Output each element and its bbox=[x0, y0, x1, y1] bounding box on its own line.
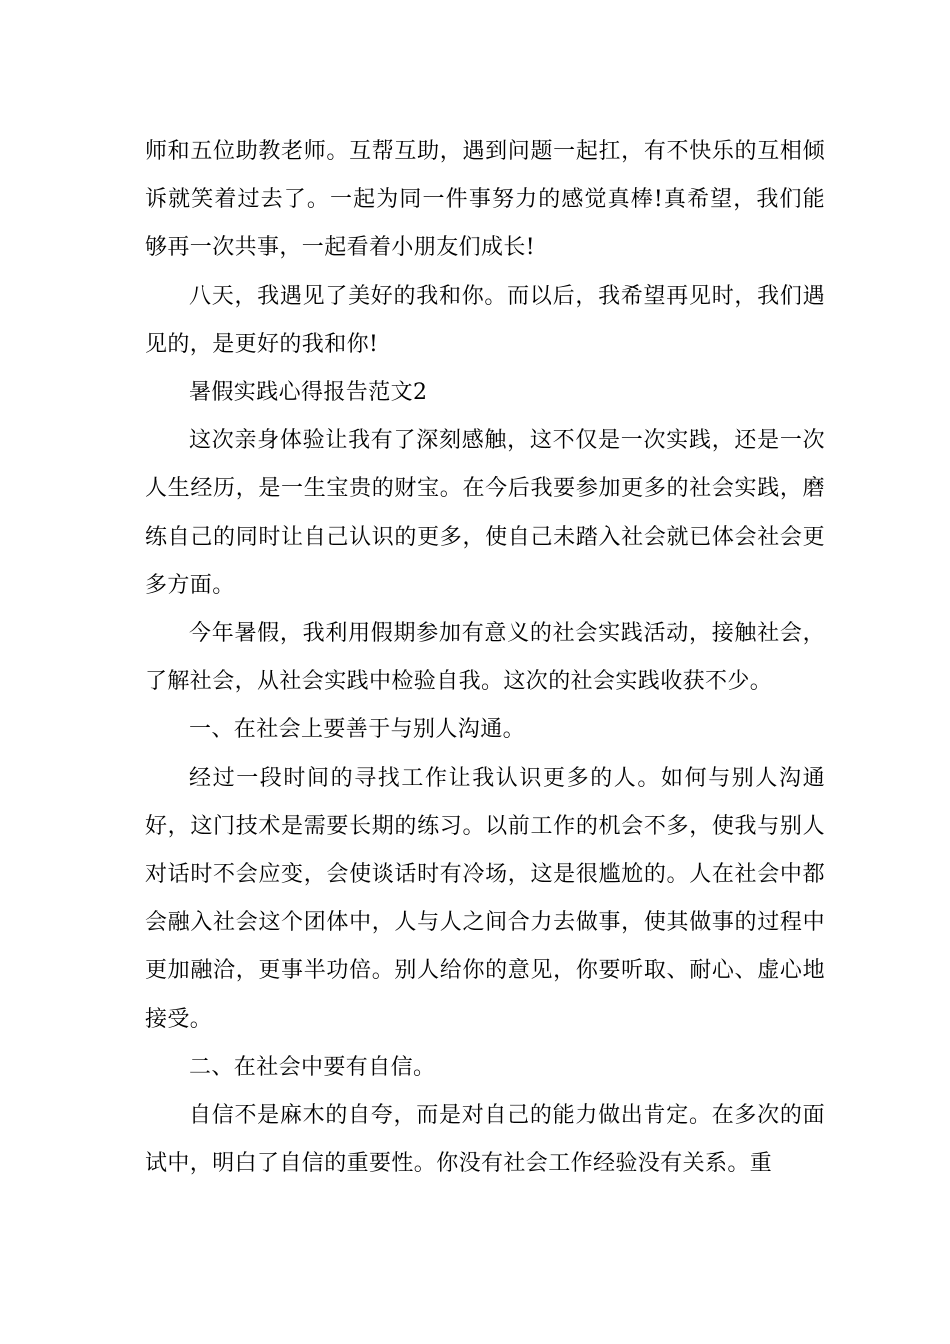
paragraph-summer: 今年暑假，我利用假期参加有意义的社会实践活动，接触社会，了解社会，从社会实践中检验自我。这次的社会实践收获不少。 bbox=[145, 621, 825, 695]
section-heading-communication: 一、在社会上要善于与别人沟通。 bbox=[189, 717, 526, 743]
paragraph-closing-remarks: 师和五位助教老师。互帮互助，遇到问题一起扛，有不快乐的互相倾诉就笑着过去了。一起为同一件事努力的感觉真棒!真希望，我们能够再一次共事，一起看着小朋友们成长! bbox=[145, 139, 825, 261]
paragraph-eight-days: 八天，我遇见了美好的我和你。而以后，我希望再见时，我们遇见的，是更好的我和你! bbox=[145, 283, 825, 357]
section-heading-confidence: 二、在社会中要有自信。 bbox=[189, 1054, 436, 1080]
document-page bbox=[145, 128, 825, 1188]
essay-title: 暑假实践心得报告范文2 bbox=[189, 380, 428, 406]
paragraph-experience: 这次亲身体验让我有了深刻感触，这不仅是一次实践，还是一次人生经历，是一生宝贵的财宝。在今后我要参加更多的社会实践，磨练自己的同时让自己认识的更多，使自己未踏入社会就已体会社会更多方面。 bbox=[145, 428, 825, 598]
paragraph-confidence: 自信不是麻木的自夸，而是对自己的能力做出肯定。在多次的面试中，明白了自信的重要性。你没有社会工作经验没有关系。重 bbox=[145, 1103, 825, 1177]
paragraph-communication: 经过一段时间的寻找工作让我认识更多的人。如何与别人沟通好，这门技术是需要长期的练习。以前工作的机会不多，使我与别人对话时不会应变，会使谈话时有冷场，这是很尴尬的。人在社会中都会融入社会这个团体中，人与人之间合力去做事，使其做事的过程中更加融洽，更事半功倍。别人给你的意见，你要听取、耐心、虚心地接受。 bbox=[145, 765, 825, 1032]
